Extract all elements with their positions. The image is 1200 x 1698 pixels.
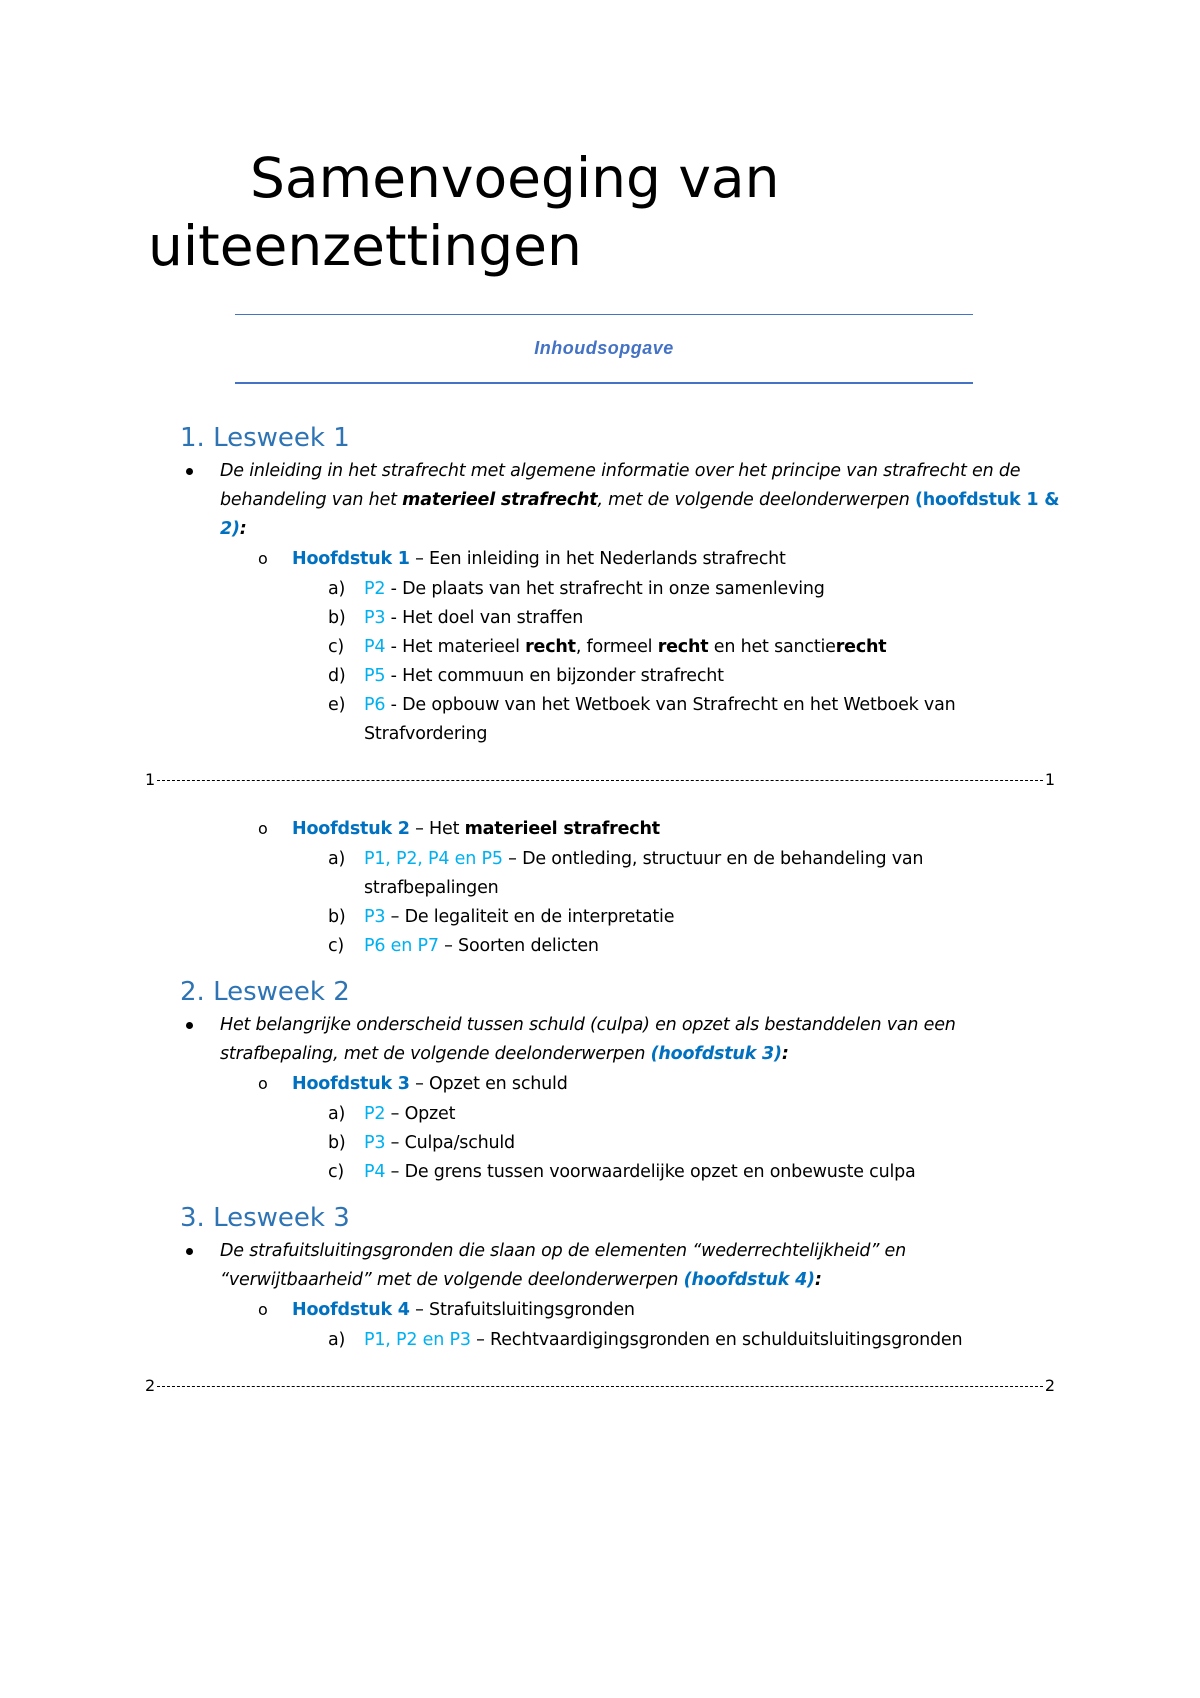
week-2-heading: 2. Lesweek 2 bbox=[180, 977, 350, 1007]
week-1-intro-line-1: De inleiding in het strafrecht met algemene informatie over het principe van strafrecht en de bbox=[220, 461, 1021, 481]
ch3-item-a: P2 – Opzet bbox=[364, 1104, 456, 1124]
item-letter: d) bbox=[328, 666, 346, 686]
item-letter: a) bbox=[328, 579, 346, 599]
page-number-right: 1 bbox=[1044, 770, 1055, 789]
item-letter: b) bbox=[328, 1133, 346, 1153]
ch1-item-e-continued: Strafvordering bbox=[364, 724, 488, 744]
item-letter: e) bbox=[328, 695, 346, 715]
item-letter: a) bbox=[328, 1330, 346, 1350]
ch1-item-e: P6 - De opbouw van het Wetboek van Strafrecht en het Wetboek van bbox=[364, 695, 956, 715]
week-2-intro-line-1: Het belangrijke onderscheid tussen schuld (culpa) en opzet als bestanddelen van een bbox=[220, 1015, 956, 1035]
bullet-icon bbox=[186, 1022, 193, 1029]
week-1-intro-line-3: 2): bbox=[220, 519, 247, 539]
item-letter: b) bbox=[328, 608, 346, 628]
ch2-item-a: P1, P2, P4 en P5 – De ontleding, structuur en de behandeling van bbox=[364, 849, 924, 869]
document-title bbox=[148, 144, 1108, 280]
sub-bullet-icon: o bbox=[258, 1300, 268, 1319]
week-2-intro-line-2: strafbepaling, met de volgende deelonderwerpen (hoofdstuk 3): bbox=[220, 1044, 789, 1064]
item-letter: c) bbox=[328, 1162, 345, 1182]
bullet-icon bbox=[186, 468, 193, 475]
chapter-2-line: Hoofdstuk 2 – Het materieel strafrecht bbox=[292, 819, 660, 839]
week-3-heading: 3. Lesweek 3 bbox=[180, 1203, 350, 1233]
ch3-item-c: P4 – De grens tussen voorwaardelijke opzet en onbewuste culpa bbox=[364, 1162, 916, 1182]
chapter-4-line: Hoofdstuk 4 – Strafuitsluitingsgronden bbox=[292, 1300, 635, 1320]
page-number-right: 2 bbox=[1044, 1376, 1055, 1395]
ch1-item-b: P3 - Het doel van straffen bbox=[364, 608, 584, 628]
bullet-icon bbox=[186, 1248, 193, 1255]
week-1-heading: 1. Lesweek 1 bbox=[180, 423, 350, 453]
page-separator bbox=[145, 770, 1055, 790]
item-letter: c) bbox=[328, 936, 345, 956]
item-letter: c) bbox=[328, 637, 345, 657]
week-1-intro-line-2: behandeling van het materieel strafrecht, met de volgende deelonderwerpen (hoofdstuk 1 & bbox=[220, 490, 1060, 510]
week-3-intro-line-2: “verwijtbaarheid” met de volgende deelonderwerpen (hoofdstuk 4): bbox=[220, 1270, 822, 1290]
item-letter: a) bbox=[328, 849, 346, 869]
sub-bullet-icon: o bbox=[258, 1074, 268, 1093]
page-number-left: 2 bbox=[145, 1376, 156, 1395]
page-separator bbox=[145, 1376, 1055, 1396]
item-letter: a) bbox=[328, 1104, 346, 1124]
item-letter: b) bbox=[328, 907, 346, 927]
title-line-2: uiteenzettingen bbox=[148, 214, 582, 278]
ch2-item-b: P3 – De legaliteit en de interpretatie bbox=[364, 907, 675, 927]
toc-rule-bottom bbox=[235, 382, 973, 384]
toc-heading: Inhoudsopgave bbox=[534, 338, 674, 358]
page-number-left: 1 bbox=[145, 770, 156, 789]
ch1-item-d: P5 - Het commuun en bijzonder strafrecht bbox=[364, 666, 724, 686]
ch3-item-b: P3 – Culpa/schuld bbox=[364, 1133, 515, 1153]
sub-bullet-icon: o bbox=[258, 819, 268, 838]
sub-bullet-icon: o bbox=[258, 549, 268, 568]
ch1-item-a: P2 - De plaats van het strafrecht in onze samenleving bbox=[364, 579, 825, 599]
chapter-1-line: Hoofdstuk 1 – Een inleiding in het Nederlands strafrecht bbox=[292, 549, 786, 569]
chapter-3-line: Hoofdstuk 3 – Opzet en schuld bbox=[292, 1074, 568, 1094]
ch1-item-c: P4 - Het materieel recht, formeel recht en het sanctierecht bbox=[364, 637, 887, 657]
ch2-item-a-continued: strafbepalingen bbox=[364, 878, 499, 898]
toc-rule-top bbox=[235, 314, 973, 315]
title-line-1: Samenvoeging van bbox=[250, 146, 780, 210]
ch2-item-c: P6 en P7 – Soorten delicten bbox=[364, 936, 599, 956]
week-3-intro-line-1: De strafuitsluitingsgronden die slaan op de elementen “wederrechtelijkheid” en bbox=[220, 1241, 907, 1261]
ch4-item-a: P1, P2 en P3 – Rechtvaardigingsgronden en schulduitsluitingsgronden bbox=[364, 1330, 963, 1350]
